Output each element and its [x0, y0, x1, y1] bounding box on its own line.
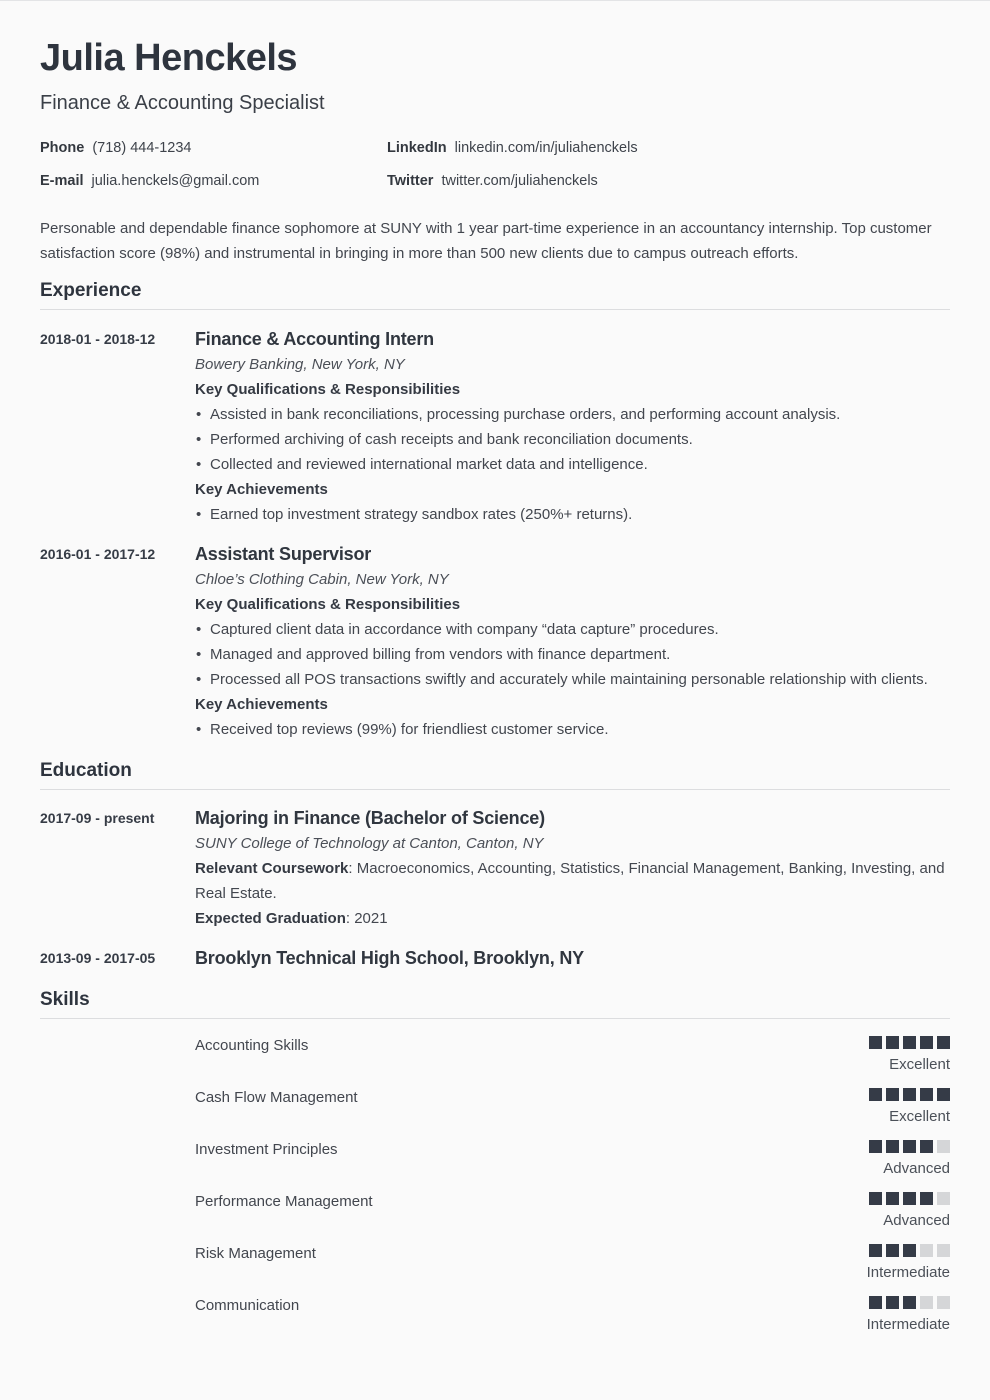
skill-level-label: Advanced	[883, 1212, 950, 1229]
list-item: • Managed and approved billing from vendors with finance department.	[195, 642, 950, 667]
entry-content	[195, 327, 950, 527]
rating-square-icon	[920, 1088, 933, 1101]
spacer	[40, 1088, 195, 1126]
spacer	[40, 1296, 195, 1334]
contact-phone-value: (718) 444-1234	[92, 140, 192, 156]
education-entry-1	[40, 806, 950, 931]
achievements-heading: Key Achievements	[195, 481, 328, 498]
rating-square-icon	[937, 1088, 950, 1101]
skill-row-communication	[40, 1296, 950, 1334]
rating-square-icon	[886, 1296, 899, 1309]
list-item: • Collected and reviewed international market data and intelligence.	[195, 452, 950, 477]
skill-rating-squares	[867, 1244, 950, 1257]
list-item: • Processed all POS transactions swiftly and accurately while maintaining personable relationship with clients.	[195, 667, 950, 692]
rating-square-icon	[920, 1036, 933, 1049]
skill-rating	[867, 1296, 950, 1334]
qualifications-heading: Key Qualifications & Responsibilities	[195, 596, 461, 613]
rating-square-icon	[886, 1244, 899, 1257]
contact-info	[40, 139, 950, 190]
skill-name: Accounting Skills	[195, 1037, 309, 1054]
school-title: Brooklyn Technical High School, Brooklyn, NY	[195, 948, 584, 968]
skill-level-label: Excellent	[889, 1108, 950, 1125]
skill-row-risk-management	[40, 1244, 950, 1282]
list-item: • Assisted in bank reconciliations, processing purchase orders, and performing account analysis.	[195, 402, 950, 427]
contact-linkedin-value[interactable]: linkedin.com/in/juliahenckels	[454, 140, 638, 156]
education-entries	[40, 806, 950, 971]
entry-content	[195, 946, 950, 971]
rating-square-icon	[869, 1296, 882, 1309]
list-item: • Captured client data in accordance with company “data capture” procedures.	[195, 617, 950, 642]
skill-name: Investment Principles	[195, 1141, 338, 1158]
contact-email	[40, 172, 387, 190]
contact-linkedin	[387, 139, 950, 157]
skills-list	[40, 1036, 950, 1334]
degree-title: Majoring in Finance (Bachelor of Science)	[195, 808, 545, 828]
graduation-label: Expected Graduation	[195, 910, 346, 927]
coursework-label: Relevant Coursework	[195, 860, 349, 877]
skill-level-label: Intermediate	[866, 1264, 950, 1281]
qualifications-heading: Key Qualifications & Responsibilities	[195, 381, 461, 398]
skill-rating	[869, 1140, 950, 1178]
contact-email-value[interactable]: julia.henckels@gmail.com	[91, 173, 260, 189]
rating-square-icon	[937, 1140, 950, 1153]
rating-square-icon	[903, 1088, 916, 1101]
skill-name: Risk Management	[195, 1245, 316, 1262]
skill-rating	[869, 1192, 950, 1230]
rating-square-icon	[886, 1140, 899, 1153]
spacer	[40, 1140, 195, 1178]
achievements-list	[195, 502, 950, 527]
skill-row-cash-flow-management	[40, 1088, 950, 1126]
contact-phone-label: Phone	[40, 140, 85, 156]
company-name: Bowery Banking, New York, NY	[195, 356, 405, 373]
spacer	[40, 1192, 195, 1230]
rating-square-icon	[869, 1088, 882, 1101]
contact-linkedin-label: LinkedIn	[387, 140, 447, 156]
entry-content	[195, 542, 950, 742]
rating-square-icon	[903, 1192, 916, 1205]
rating-square-icon	[869, 1192, 882, 1205]
skill-rating-squares	[869, 1140, 950, 1153]
rating-square-icon	[903, 1296, 916, 1309]
skill-name: Cash Flow Management	[195, 1089, 358, 1106]
rating-square-icon	[886, 1088, 899, 1101]
entry-dates: 2017-09 - present	[40, 810, 155, 826]
skill-name: Performance Management	[195, 1193, 373, 1210]
skill-rating-squares	[869, 1036, 950, 1049]
rating-square-icon	[903, 1036, 916, 1049]
experience-section-heading: Experience	[40, 280, 950, 310]
resume-header	[40, 37, 950, 266]
resume-document	[0, 1, 990, 1334]
rating-square-icon	[903, 1244, 916, 1257]
spacer	[40, 1244, 195, 1282]
graduation-line	[195, 906, 950, 931]
rating-square-icon	[937, 1036, 950, 1049]
spacer	[40, 1036, 195, 1074]
skill-rating-squares	[869, 1088, 950, 1101]
rating-square-icon	[920, 1140, 933, 1153]
rating-square-icon	[903, 1140, 916, 1153]
graduation-text: : 2021	[345, 910, 388, 927]
rating-square-icon	[937, 1296, 950, 1309]
skill-row-performance-management	[40, 1192, 950, 1230]
skill-rating-squares	[867, 1296, 950, 1309]
contact-email-label: E-mail	[40, 173, 84, 189]
experience-entry-1	[40, 327, 950, 527]
contact-twitter-value[interactable]: twitter.com/juliahenckels	[441, 173, 598, 189]
list-item: • Received top reviews (99%) for friendliest customer service.	[195, 717, 950, 742]
coursework-line	[195, 856, 950, 906]
skills-section	[40, 989, 950, 1334]
list-item: • Earned top investment strategy sandbox rates (250%+ returns).	[195, 502, 950, 527]
rating-square-icon	[920, 1192, 933, 1205]
profile-summary: Personable and dependable finance sophomore at SUNY with 1 year part-time experience in an accountancy internship. Top customer satisfaction score (98%) and instrumental in bringing in more than 500 new clients due to campus outreach efforts.	[40, 220, 932, 262]
entry-dates: 2018-01 - 2018-12	[40, 331, 156, 347]
coursework-text: : Macroeconomics, Accounting, Statistics, Financial Management, Banking, Investing, and Real Estate.	[195, 860, 945, 902]
skill-row-investment-principles	[40, 1140, 950, 1178]
rating-square-icon	[937, 1192, 950, 1205]
education-section	[40, 760, 950, 971]
rating-square-icon	[937, 1244, 950, 1257]
achievements-list	[195, 717, 950, 742]
rating-square-icon	[920, 1296, 933, 1309]
company-name: Chloe’s Clothing Cabin, New York, NY	[195, 571, 449, 588]
person-job-title: Finance & Accounting Specialist	[40, 92, 325, 114]
rating-square-icon	[920, 1244, 933, 1257]
skill-name: Communication	[195, 1297, 300, 1314]
rating-square-icon	[886, 1192, 899, 1205]
job-position-title: Finance & Accounting Intern	[195, 329, 434, 349]
rating-square-icon	[869, 1140, 882, 1153]
list-item: • Performed archiving of cash receipts and bank reconciliation documents.	[195, 427, 950, 452]
skill-level-label: Intermediate	[866, 1316, 950, 1333]
qualifications-list	[195, 402, 950, 477]
skill-rating	[869, 1036, 950, 1074]
contact-twitter-label: Twitter	[387, 173, 434, 189]
skill-rating	[869, 1088, 950, 1126]
skill-level-label: Advanced	[883, 1160, 950, 1177]
experience-entries	[40, 327, 950, 742]
qualifications-list	[195, 617, 950, 692]
skill-rating	[867, 1244, 950, 1282]
person-name: Julia Henckels	[40, 37, 298, 79]
contact-phone	[40, 139, 387, 157]
experience-section	[40, 280, 950, 742]
contact-twitter	[387, 172, 950, 190]
skill-rating-squares	[869, 1192, 950, 1205]
achievements-heading: Key Achievements	[195, 696, 328, 713]
entry-content	[195, 806, 950, 931]
rating-square-icon	[869, 1036, 882, 1049]
skills-section-heading: Skills	[40, 989, 950, 1019]
skill-row-accounting-skills	[40, 1036, 950, 1074]
experience-entry-2	[40, 542, 950, 742]
skill-level-label: Excellent	[889, 1056, 950, 1073]
entry-dates: 2013-09 - 2017-05	[40, 950, 156, 966]
school-name: SUNY College of Technology at Canton, Canton, NY	[195, 835, 544, 852]
job-position-title: Assistant Supervisor	[195, 544, 372, 564]
rating-square-icon	[886, 1036, 899, 1049]
education-entry-2	[40, 946, 950, 971]
entry-dates: 2016-01 - 2017-12	[40, 546, 156, 562]
rating-square-icon	[869, 1244, 882, 1257]
education-section-heading: Education	[40, 760, 950, 790]
